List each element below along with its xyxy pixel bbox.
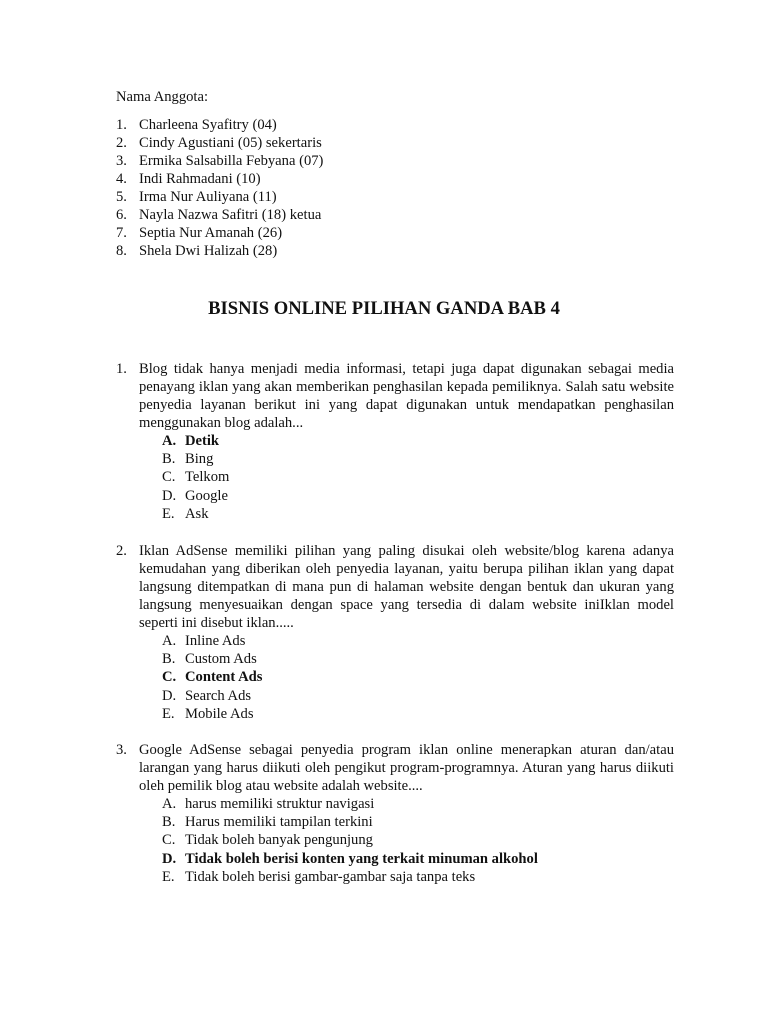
option-letter: C. [162,469,176,486]
option-text: Detik [185,433,220,449]
answer-option [162,487,674,505]
option-text: Tidak boleh berisi konten yang terkait minuman alkohol [185,850,538,867]
option-text: harus memiliki struktur navigasi [185,796,375,812]
option-text: Mobile Ads [185,705,254,722]
list-item [116,224,323,242]
option-letter: A. [162,633,177,649]
option-letter: B. [162,651,176,668]
members-heading: Nama Anggota: [116,89,209,105]
option-text: Tidak boleh banyak pengunjung [185,832,373,849]
question-text: Blog tidak hanya menjadi media informasi, tetapi juga dapat digunakan sebagai media penayang iklan yang akan memberikan penghasilan kepada pemiliknya. Salah satu website penyedia layanan berikut ini yang dapat digunakan untuk mendapatkan penghasilan menggunakan blog adalah... [139,361,674,431]
option-text: Inline Ads [185,633,246,649]
option-letter: C. [162,832,176,849]
answer-option [162,450,674,468]
question-text: Google AdSense sebagai penyedia program iklan online menerapkan aturan dan/atau larangan yang harus diikuti oleh pengikut program-programnya. Aturan yang harus diikuti oleh pemilik blog atau website adalah website.... [139,742,674,794]
members-list [116,116,323,260]
answer-option [162,705,674,723]
list-item [116,152,323,170]
option-letter: D. [162,687,177,704]
list-item [116,188,323,206]
option-text: Harus memiliki tampilan terkini [185,814,373,831]
option-letter: D. [162,850,177,867]
question-row [116,741,674,795]
member-name: Irma Nur Auliyana (11) [139,189,277,205]
answer-option [162,813,674,831]
list-number: 6. [116,207,127,223]
option-letter: D. [162,487,177,504]
option-letter: E. [162,705,175,722]
question-number: 2. [116,543,127,559]
option-letter: E. [162,505,175,522]
option-letter: A. [162,796,177,812]
list-number: 2. [116,135,127,151]
list-item [116,134,323,152]
answer-options [162,432,674,523]
option-letter: B. [162,814,176,831]
list-number: 7. [116,225,127,241]
question-2 [116,542,674,723]
answer-option [162,687,674,705]
question-row [116,542,674,632]
list-number: 3. [116,153,127,169]
question-number: 1. [116,361,127,377]
member-name: Ermika Salsabilla Febyana (07) [139,153,324,169]
option-text: Content Ads [185,669,263,686]
answer-option [162,795,674,813]
option-letter: B. [162,451,176,468]
answer-option [162,650,674,668]
answer-option-correct [162,432,674,450]
question-text: Iklan AdSense memiliki pilihan yang paling disukai oleh website/blog karena adanya kemudahan yang diberikan oleh penyedia layanan, yaitu berupa pilihan iklan yang dapat langsung ditempatkan di mana pun di halaman website dengan bentuk dan ukuran yang langsung menyesuaikan dengan space yang tersedia di dalam website iniIklan model seperti ini disebut iklan..... [139,543,674,631]
list-number: 8. [116,243,127,259]
option-text: Search Ads [185,687,252,704]
member-name: Shela Dwi Halizah (28) [139,243,278,259]
list-item [116,242,323,260]
answer-option-correct [162,668,674,686]
list-number: 5. [116,189,127,205]
page-title: BISNIS ONLINE PILIHAN GANDA BAB 4 [208,298,560,319]
answer-option [162,831,674,849]
answer-option [162,468,674,486]
answer-option [162,632,674,650]
option-text: Bing [185,451,214,468]
answer-option-correct [162,850,674,868]
list-number: 1. [116,117,127,133]
answer-option [162,505,674,523]
member-name: Charleena Syafitry (04) [139,117,277,133]
member-name: Septia Nur Amanah (26) [139,225,283,241]
option-text: Google [185,487,228,504]
question-number: 3. [116,742,127,758]
list-item [116,206,323,224]
member-name: Indi Rahmadani (10) [139,171,261,187]
answer-options [162,632,674,723]
answer-options [162,795,674,886]
list-number: 4. [116,171,127,187]
question-row [116,360,674,432]
question-3 [116,741,674,886]
option-letter: E. [162,868,175,885]
option-text: Custom Ads [185,651,257,668]
answer-option [162,868,674,886]
member-name: Cindy Agustiani (05) sekertaris [139,135,322,151]
option-text: Ask [185,505,209,522]
option-letter: A. [162,433,177,449]
member-name: Nayla Nazwa Safitri (18) ketua [139,207,322,223]
list-item [116,116,323,134]
option-text: Tidak boleh berisi gambar-gambar saja tanpa teks [185,868,476,885]
option-text: Telkom [185,469,230,486]
list-item [116,170,323,188]
option-letter: C. [162,669,177,686]
question-1 [116,360,674,523]
